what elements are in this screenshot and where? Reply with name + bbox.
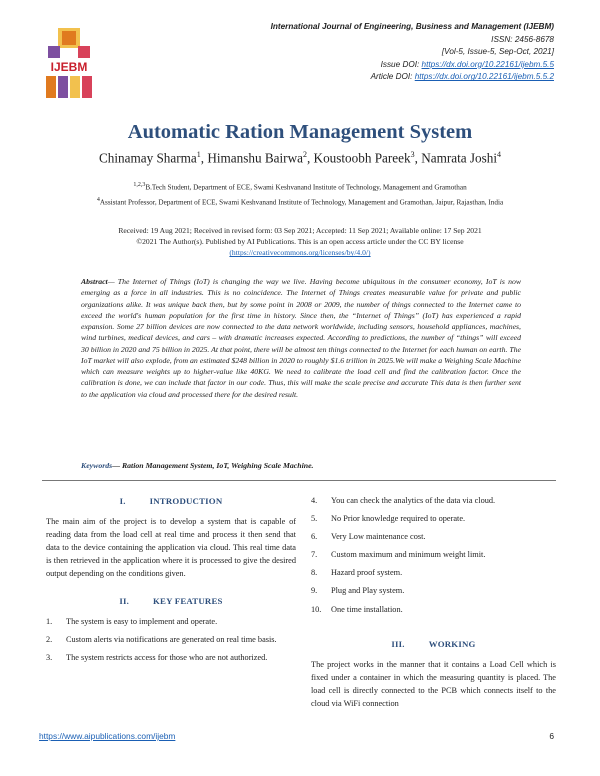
right-column [311,488,556,714]
author-list: Chinamay Sharma$^1$, Himanshu Bairwa$^2$, Koustoobh Pareek$^3$, Namrata Joshi$^4$ [98,150,502,166]
affiliation-sup: 4 [96,197,100,203]
affiliation-sup: 1,2,3 [133,182,146,188]
left-column [46,488,296,669]
keywords [81,461,521,470]
list-text: Custom alerts via notifications are generated on real time basis. [66,634,277,644]
article-doi [174,71,554,84]
author: Koustoobh Pareek [313,150,411,166]
author: Himanshu Bairwa [207,150,303,166]
list-number: 7. [311,550,318,560]
list-text: One time installation. [331,604,403,614]
paper-title: Automatic Ration Management System [127,121,473,143]
section-number: I. [119,496,126,506]
author-sup: 4 [497,150,502,159]
issue-doi-link[interactable]: https://dx.doi.org/10.22161/ijebm.5.5 [421,59,554,69]
license-line: ©2021 The Author(s). Published by AI Publications. This is an open access article under the CC BY license [136,237,464,247]
list-number: 1. [46,616,53,626]
issue-doi-label: Issue DOI: [380,59,422,69]
abstract [81,276,521,400]
list-item [311,548,556,561]
list-number: 10. [311,604,322,614]
list-item [46,633,296,646]
affiliation-text: B.Tech Student, Department of ECE, Swami Keshvanand Institute of Technology, Management and Gramothan [145,183,467,192]
abstract-text: — The Internet of Things (IoT) is changing the way we live. Having become ubiquitous in the consumer economy, IoT is now emerging as a force in all industries. This is no coincidence. The Internet of Things creates measurable value for private and public organizations alike. It was unique back then, but by some point in 2008 or 2009, the number of things connected to the Internet came to exceed the world's human population for the first time in history. Since then, the “Internet of Things” (IoT) has experienced a rapid expansion. Some 27 billion devices are now connected to the data network worldwide, including sensors, household appliances, machines, wind turbines, medical devices, and cars – with dramatic increases expected. According to predictions, the number of “things” will exceed 30 billion in 2020 and 75 billion in 2025. At that point, there will be almost ten things connected to the Internet for each human on earth. The IoT market will also explode, from an estimated $248 billion in 2020 to roughly $1.6 trillion in 2025.We will make a Weighing Scale Machine which can measure weights up to higher-value like 40KG. We need to calibrate the load cell and find the calibration factor. Once the calibration is done, we can include that factor in our code. Thus, this will make the scale precise and accurate This data is then further sent to the application via cloud and processed there for the desired result. [81,277,521,399]
license-link[interactable]: (https://creativecommons.org/licenses/by/4.0/) [229,248,371,258]
working-text: The project works in the manner that it contains a Load Cell which is fixed under a container in which the measuring quantity is placed. The load cell is directly connected to the PCB which connects itself to the cloud via WiFi connection [311,659,556,709]
list-number: 5. [311,514,318,524]
keywords-label: Keywords [81,461,113,470]
introduction-text: The main aim of the project is to develop a system that is capable of reading data from the load cell at real time and process it then send that data to the device containing the application via cloud. This real time data is then retrieved in the application where it is processed to give the desired output depending on the conditions given. [46,517,296,579]
footer-url-link[interactable]: https://www.aipublications.com/ijebm [39,731,176,741]
affiliation-2 [0,197,600,206]
section-title: INTRODUCTION [149,496,223,506]
list-text: Plug and Play system. [331,586,405,596]
affiliation-1 [0,182,600,191]
section-heading-introduction [46,495,296,508]
author-sup: 3 [410,150,415,159]
abstract-label: Abstract [81,277,108,286]
publication-dates [0,225,600,259]
journal-name: International Journal of Engineering, Business and Management (IJEBM) [270,22,554,31]
list-item [311,530,556,543]
list-item [311,584,556,597]
author: Namrata Joshi [421,150,498,166]
list-number: 2. [46,634,53,644]
author-sup: 2 [302,150,307,159]
list-text: The system restricts access for those who are not authorized. [66,652,268,662]
list-number: 4. [311,496,318,505]
logo-text: IJEBM [50,60,88,74]
article-doi-link[interactable]: https://dx.doi.org/10.22161/ijebm.5.5.2 [414,72,554,82]
dates-line: Received: 19 Aug 2021; Received in revised form: 03 Sep 2021; Accepted: 11 Sep 2021; Available online: 17 Sep 2021 [118,226,482,235]
divider [42,480,556,481]
section-heading-key-features [46,595,296,608]
list-text: You can check the analytics of the data via cloud. [331,496,496,505]
list-item [311,494,556,507]
list-item [311,603,556,616]
issn: ISSN: 2456-8678 [491,34,554,44]
volume-issue: [Vol-5, Issue-5, Sep-Oct, 2021] [441,47,554,57]
list-number: 3. [46,652,53,662]
list-text: Hazard proof system. [331,568,403,578]
list-number: 9. [311,586,318,596]
list-text: Very Low maintenance cost. [331,532,426,542]
section-title: KEY FEATURES [153,595,223,606]
section-title: WORKING [428,638,476,649]
affiliation-text: Assistant Professor, Department of ECE, Swami Keshvanand Institute of Technology, Management and Gramothan, Jaipur, Rajasthan, India [99,198,504,207]
list-number: 6. [311,532,318,542]
page-number: 6 [549,731,554,741]
list-item [46,615,296,628]
author: Chinamay Sharma [98,150,197,166]
list-number: 8. [311,568,318,578]
list-text: Custom maximum and minimum weight limit. [331,550,486,560]
section-number: III. [391,638,405,649]
list-item [311,566,556,579]
issue-doi [174,59,554,72]
section-number: II. [119,595,130,606]
section-heading-working [311,638,556,651]
article-doi-label: Article DOI: [370,72,415,82]
list-item [46,651,296,664]
journal-logo [40,26,98,100]
list-item [311,512,556,525]
feature-list-left [46,615,296,664]
list-text: No Prior knowledge required to operate. [331,514,466,524]
author-sup: 1 [196,150,201,159]
list-text: The system is easy to implement and operate. [66,616,218,626]
keywords-text: — Ration Management System, IoT, Weighing Scale Machine. [112,461,314,470]
feature-list-right [311,494,556,616]
journal-header [174,21,554,84]
